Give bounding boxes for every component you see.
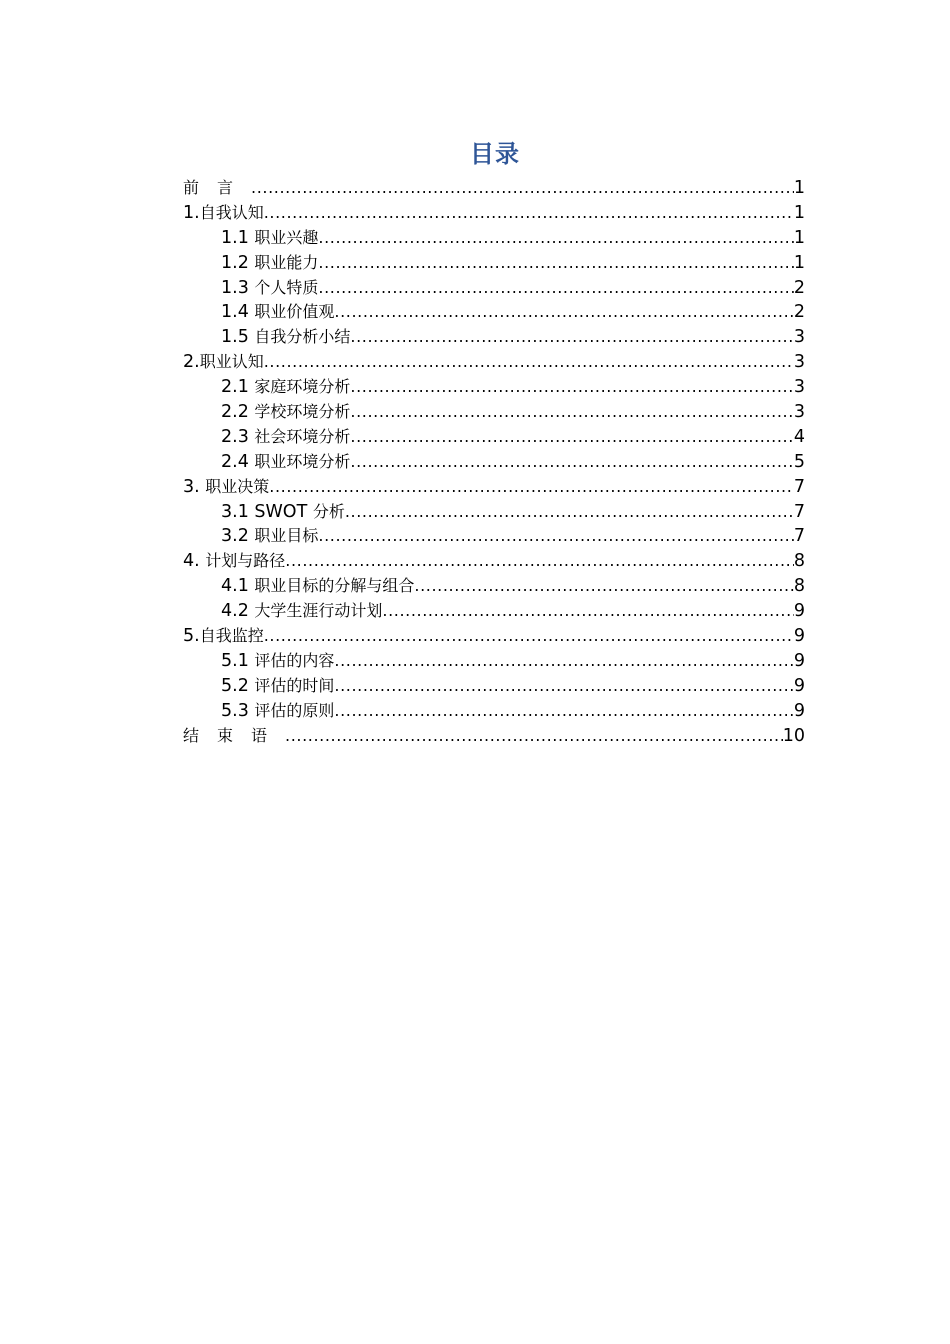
toc-dot-leader	[318, 276, 793, 301]
toc-entry-text: 职业环境分析	[254, 451, 351, 471]
toc-entry-label	[221, 574, 414, 599]
toc-page-number: 1	[793, 178, 805, 198]
toc-entry-number: 4.2	[221, 601, 255, 622]
toc-entry-text: 职业决策	[205, 476, 270, 496]
toc-dot-leader	[350, 400, 793, 425]
toc-entry-number: 5.3	[221, 700, 255, 721]
toc-entry-text: 职业兴趣	[254, 227, 319, 247]
toc-entry-label	[221, 425, 350, 450]
toc-entry-text: 分析	[312, 501, 345, 521]
toc-entry-text: 计划与路径	[205, 551, 286, 571]
toc-entry[interactable]	[183, 724, 805, 749]
toc-entry-text: 家庭环境分析	[254, 377, 351, 397]
toc-entry-number: 3.1 SWOT	[221, 501, 313, 522]
toc-entry-text: 大学生涯行动计划	[254, 601, 383, 621]
toc-entry-number: 1.4	[221, 302, 255, 323]
toc-entry-label	[221, 500, 345, 525]
toc-dot-leader	[334, 699, 793, 724]
toc-dot-leader	[414, 574, 793, 599]
toc-entry-number: 2.3	[221, 426, 255, 447]
toc-page-number: 8	[793, 576, 805, 597]
toc-entry-text: 职业目标的分解与组合	[254, 576, 415, 596]
toc-entry[interactable]	[183, 226, 805, 251]
toc-page-number: 9	[793, 675, 805, 696]
toc-entry-label	[183, 624, 264, 649]
toc-page-number: 9	[793, 626, 805, 647]
toc-entry[interactable]	[183, 500, 805, 525]
toc-entry-label	[221, 325, 350, 350]
toc-entry[interactable]	[183, 350, 805, 375]
toc-entry-label	[183, 350, 264, 375]
toc-page-number: 7	[793, 526, 805, 547]
toc-entry[interactable]	[183, 251, 805, 276]
toc-entry-text: 职业能力	[254, 252, 319, 272]
toc-page-number: 8	[793, 551, 805, 572]
toc-entry-label	[221, 599, 382, 624]
toc-dot-leader	[350, 375, 793, 400]
toc-page-number: 1	[793, 252, 805, 273]
toc-entry-text: 评估的原则	[254, 700, 335, 720]
toc-dot-leader	[345, 500, 794, 525]
toc-title: 目录	[470, 140, 520, 168]
toc-entry-text: 学校环境分析	[254, 402, 351, 422]
toc-entry-number: 2.1	[221, 377, 255, 398]
toc-entry-label	[221, 450, 350, 475]
toc-entry[interactable]	[183, 300, 805, 325]
toc-entry-text: 评估的时间	[254, 675, 335, 695]
toc-entry[interactable]	[183, 549, 805, 574]
toc-entry-label	[221, 276, 318, 301]
toc-dot-leader	[264, 201, 794, 226]
toc-page-number: 7	[793, 501, 805, 522]
toc-entry-number: 2.4	[221, 451, 255, 472]
toc-list	[183, 176, 805, 748]
toc-entry[interactable]	[183, 425, 805, 450]
toc-entry[interactable]	[183, 524, 805, 549]
toc-entry-number: 1.	[183, 202, 200, 223]
toc-entry-number: 2.2	[221, 402, 255, 423]
toc-page-number: 3	[793, 352, 805, 373]
toc-entry-label	[183, 201, 264, 226]
toc-entry[interactable]	[183, 624, 805, 649]
toc-dot-leader	[318, 226, 793, 251]
toc-dot-leader	[350, 325, 793, 350]
toc-entry[interactable]	[183, 599, 805, 624]
toc-entry-label	[221, 300, 334, 325]
toc-page-number: 9	[793, 650, 805, 671]
toc-entry-number: 4.1	[221, 576, 255, 597]
toc-entry-number: 1.5	[221, 327, 255, 348]
toc-entry[interactable]	[183, 574, 805, 599]
toc-dot-leader	[285, 549, 794, 574]
toc-dot-leader	[318, 524, 793, 549]
toc-dot-leader	[350, 450, 793, 475]
toc-dot-leader	[382, 599, 793, 624]
toc-entry-label	[221, 375, 350, 400]
toc-entry-label	[183, 724, 285, 749]
toc-entry-number: 1.1	[221, 227, 255, 248]
toc-entry-number: 4.	[183, 551, 206, 572]
toc-dot-leader	[318, 251, 793, 276]
toc-entry-label	[221, 251, 318, 276]
toc-entry[interactable]	[183, 201, 805, 226]
toc-entry[interactable]	[183, 699, 805, 724]
toc-dot-leader	[350, 425, 793, 450]
toc-entry[interactable]	[183, 176, 805, 201]
toc-page-number: 4	[793, 426, 805, 447]
toc-dot-leader	[269, 475, 794, 500]
toc-page-number: 9	[793, 700, 805, 721]
toc-entry-label	[183, 475, 269, 500]
toc-page-number: 3	[793, 377, 805, 398]
toc-entry[interactable]	[183, 450, 805, 475]
toc-dot-leader	[334, 674, 793, 699]
toc-entry-label	[183, 176, 251, 201]
toc-entry-number: 3.	[183, 476, 206, 497]
toc-entry-text: 前言	[183, 178, 252, 197]
toc-page-number: 1	[793, 202, 805, 223]
toc-entry-label	[221, 524, 318, 549]
toc-page-number: 2	[793, 302, 805, 323]
toc-entry[interactable]	[183, 400, 805, 425]
toc-entry-text: 自我认知	[199, 202, 264, 222]
toc-entry-number: 5.2	[221, 675, 255, 696]
toc-page-number: 5	[793, 451, 805, 472]
toc-entry-text: 社会环境分析	[254, 426, 351, 446]
toc-page-number: 3	[793, 327, 805, 348]
toc-entry-number: 1.3	[221, 277, 255, 298]
toc-entry-text: 个人特质	[254, 277, 319, 297]
toc-page-number: 2	[793, 277, 805, 298]
toc-entry-number: 2.	[183, 352, 200, 373]
toc-entry[interactable]	[183, 276, 805, 301]
toc-dot-leader	[251, 176, 794, 201]
toc-dot-leader	[264, 624, 794, 649]
toc-dot-leader	[285, 724, 783, 749]
toc-entry-text: 职业认知	[199, 352, 264, 372]
toc-entry-text: 结束语	[183, 725, 286, 745]
toc-entry-text: 评估的内容	[254, 650, 335, 670]
toc-page-number: 3	[793, 402, 805, 423]
toc-entry[interactable]	[183, 674, 805, 699]
toc-entry-text: 自我监控	[199, 626, 264, 646]
toc-entry-label	[221, 699, 334, 724]
toc-entry[interactable]	[183, 475, 805, 500]
toc-entry-label	[183, 549, 285, 574]
toc-entry-label	[221, 400, 350, 425]
toc-entry[interactable]	[183, 649, 805, 674]
toc-entry-label	[221, 674, 334, 699]
toc-entry-number: 5.1	[221, 650, 255, 671]
toc-page-number: 10	[782, 725, 805, 746]
toc-entry-text: 职业目标	[254, 526, 319, 546]
toc-entry-number: 5.	[183, 626, 200, 647]
toc-dot-leader	[264, 350, 794, 375]
toc-entry[interactable]	[183, 375, 805, 400]
toc-entry[interactable]	[183, 325, 805, 350]
toc-entry-number: 3.2	[221, 526, 255, 547]
toc-dot-leader	[334, 300, 793, 325]
toc-entry-text: 自我分析小结	[254, 327, 351, 347]
toc-dot-leader	[334, 649, 793, 674]
toc-page-number: 1	[793, 227, 805, 248]
toc-entry-number: 1.2	[221, 252, 255, 273]
toc-page-number: 9	[793, 601, 805, 622]
toc-entry-label	[221, 226, 318, 251]
toc-page-number: 7	[793, 476, 805, 497]
toc-entry-label	[221, 649, 334, 674]
toc-entry-text: 职业价值观	[254, 302, 335, 322]
